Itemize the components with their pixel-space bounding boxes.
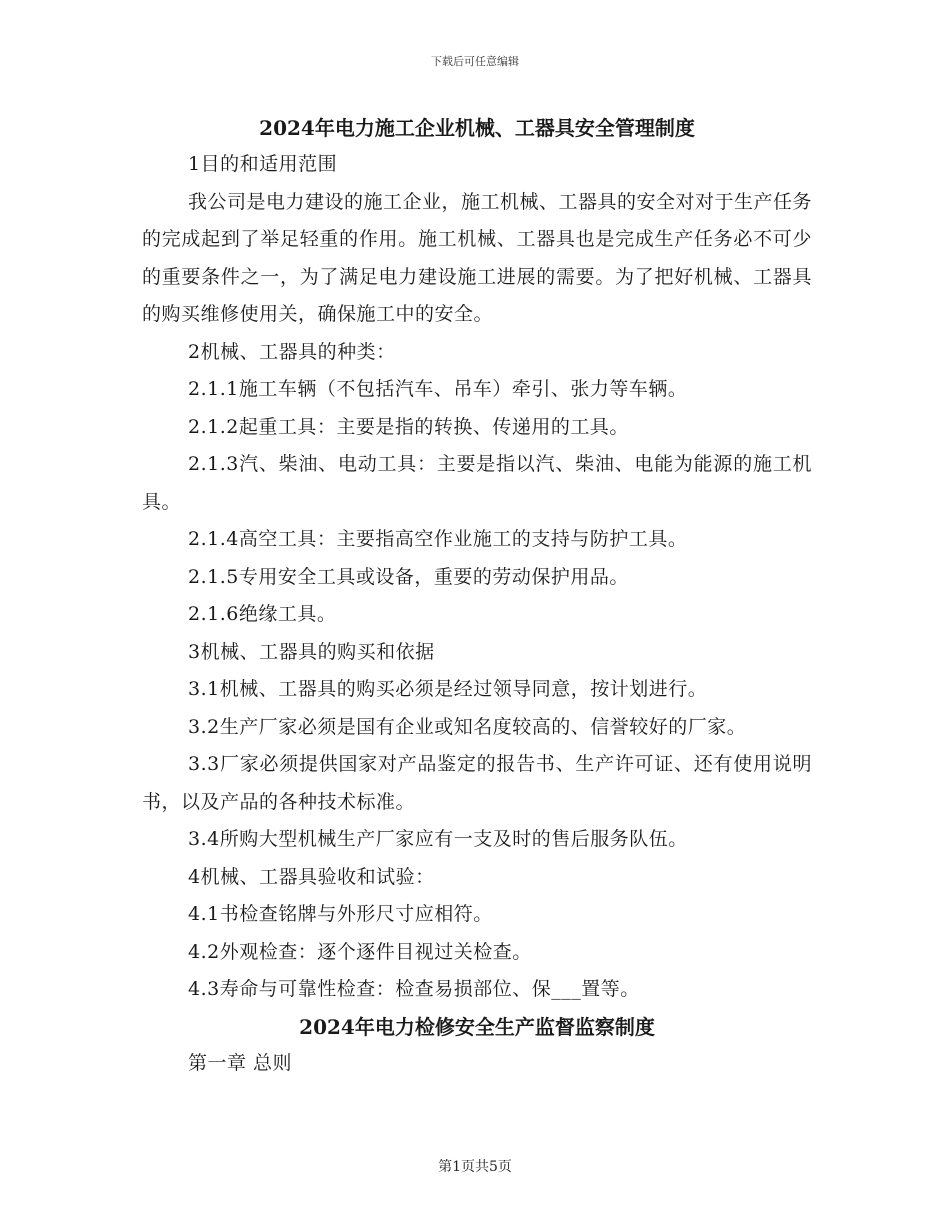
page-number: 第1页共5页 <box>438 1159 512 1175</box>
paragraph: 2.1.3汽、柴油、电动工具：主要是指以汽、柴油、电能为能源的施工机具。 <box>142 453 812 513</box>
paragraph: 3.4所购大型机械生产厂家应有一支及时的售后服务队伍。 <box>188 828 688 850</box>
paragraph: 4.2外观检查：逐个逐件目视过关检查。 <box>188 940 532 963</box>
paragraph: 4机械、工器具验收和试验： <box>188 865 435 888</box>
paragraph: 第一章 总则 <box>188 1051 293 1074</box>
paragraph: 2.1.6绝缘工具。 <box>188 603 337 625</box>
paragraph: 3机械、工器具的购买和依据 <box>188 640 435 663</box>
paragraph: 2机械、工器具的种类： <box>188 340 396 363</box>
document-title: 2024年电力施工企业机械、工器具安全管理制度 <box>259 116 695 140</box>
paragraph: 4.1书检查铭牌与外形尺寸应相符。 <box>188 903 493 925</box>
paragraph: 我公司是电力建设的施工企业，施工机械、工器具的安全对对于生产任务的完成起到了举足轻重的作用。施工机械、工器具也是完成生产任务必不可少的重要条件之一，为了满足电力建设施工进展的需要。为了把好机械、工器具的购买维修使用关，确保施工中的安全。 <box>142 190 813 325</box>
section-title: 2024年电力检修安全生产监督监察制度 <box>299 1014 655 1039</box>
paragraph: 2.1.1施工车辆（不包括汽车、吊车）牵引、张力等车辆。 <box>188 378 688 400</box>
paragraph: 3.2生产厂家必须是国有企业或知名度较高的、信誉较好的厂家。 <box>188 715 747 738</box>
paragraph: 4.3寿命与可靠性检查：检查易损部位、保___置等。 <box>188 978 640 1000</box>
paragraph: 1目的和适用范围 <box>188 153 338 175</box>
paragraph: 2.1.4高空工具：主要指高空作业施工的支持与防护工具。 <box>188 528 688 550</box>
paragraph: 3.1机械、工器具的购买必须是经过领导同意，按计划进行。 <box>188 678 708 700</box>
paragraph: 2.1.5专用安全工具或设备，重要的劳动保护用品。 <box>188 565 629 588</box>
paragraph: 2.1.2起重工具：主要是指的转换、传递用的工具。 <box>188 415 629 438</box>
header-note: 下载后可任意编辑 <box>431 55 519 68</box>
paragraph: 3.3厂家必须提供国家对产品鉴定的报告书、生产许可证、还有使用说明书，以及产品的各种技术标准。 <box>142 753 812 813</box>
document-body <box>142 110 812 1082</box>
